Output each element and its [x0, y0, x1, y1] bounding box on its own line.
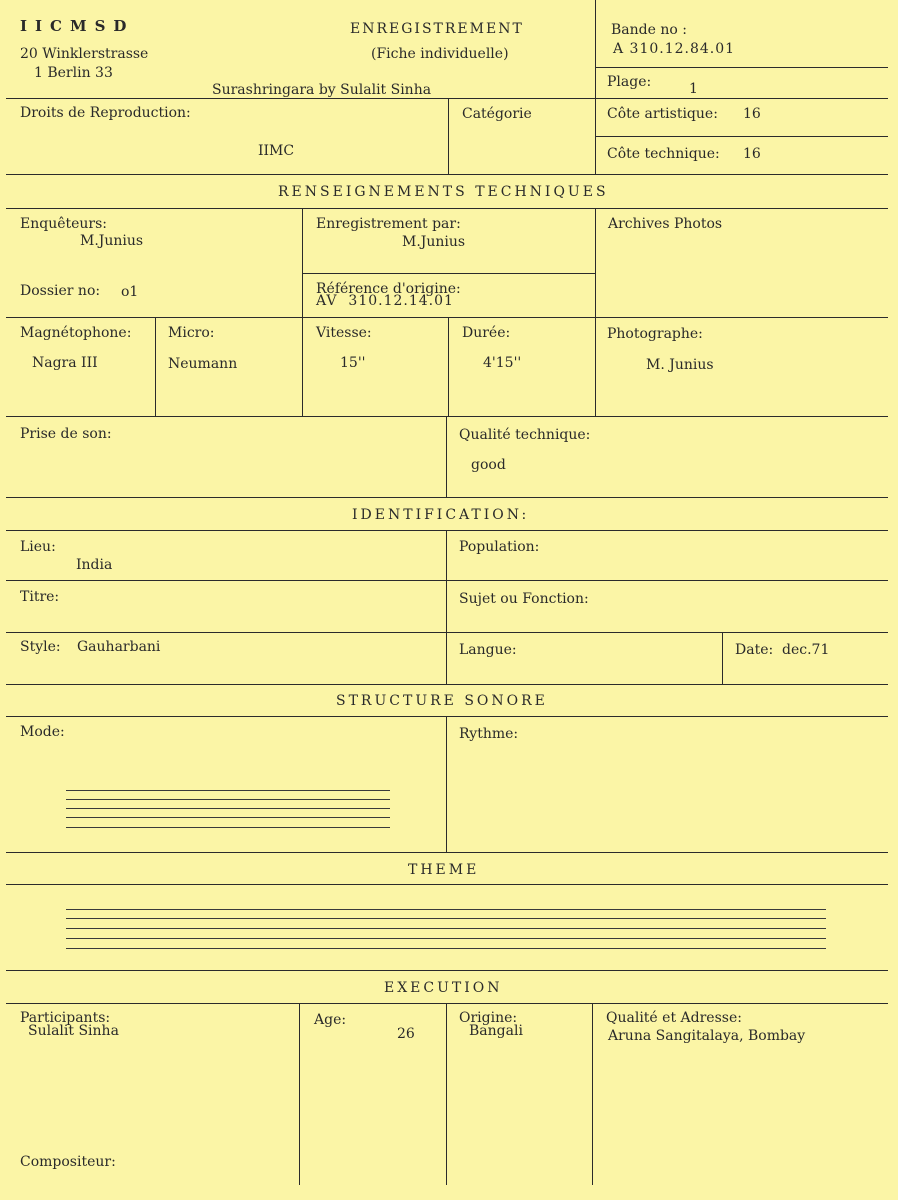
rule	[592, 1003, 593, 1185]
section-heading-technical: RENSEIGNEMENTS TECHNIQUES	[278, 184, 609, 200]
rule	[446, 530, 447, 684]
lieu-value: India	[76, 557, 113, 573]
prise-de-son-label: Prise de son:	[20, 426, 112, 442]
rule	[448, 98, 449, 174]
participants-label: Participants:	[20, 1010, 111, 1026]
photographe-value: M. Junius	[646, 357, 714, 373]
plage-value: 1	[689, 81, 698, 97]
rule	[6, 98, 888, 99]
duree-value: 4'15''	[483, 355, 522, 371]
date-label: Date:	[735, 642, 774, 658]
rule	[155, 317, 156, 416]
rythme-label: Rythme:	[459, 726, 519, 742]
address-line-1: 20 Winklerstrasse	[20, 46, 149, 62]
sujet-label: Sujet ou Fonction:	[459, 591, 589, 607]
magnetophone-value: Nagra III	[32, 355, 98, 371]
qualite-technique-value: good	[471, 457, 506, 473]
recording-title: Surashringara by Sulalit Sinha	[212, 82, 432, 98]
enregistrement-value: M.Junius	[402, 234, 466, 250]
mode-label: Mode:	[20, 724, 65, 740]
section-heading-identification: IDENTIFICATION:	[352, 507, 530, 523]
cote-technique-label: Côte technique:	[607, 146, 720, 162]
rule	[595, 0, 596, 174]
magnetophone-label: Magnétophone:	[20, 325, 132, 341]
rule	[448, 317, 449, 416]
rule	[595, 67, 888, 68]
section-heading-theme: THEME	[408, 862, 480, 878]
vitesse-label: Vitesse:	[316, 325, 372, 341]
rule	[6, 884, 888, 885]
rule	[6, 852, 888, 853]
duree-label: Durée:	[462, 325, 511, 341]
origine-label: Origine:	[459, 1010, 518, 1026]
droits-label: Droits de Reproduction:	[20, 105, 191, 121]
rule	[6, 317, 888, 318]
cote-technique-value: 16	[743, 146, 761, 162]
enqueteurs-label: Enquêteurs:	[20, 216, 108, 232]
rule	[6, 497, 888, 498]
origine-value: Bangali	[469, 1023, 523, 1039]
age-value: 26	[397, 1026, 415, 1042]
titre-label: Titre:	[20, 589, 60, 605]
lieu-label: Lieu:	[20, 539, 56, 555]
rule	[302, 208, 303, 416]
vitesse-value: 15''	[340, 355, 366, 371]
rule	[446, 416, 447, 497]
form-subtitle: (Fiche individuelle)	[371, 46, 509, 62]
qualite-adresse-label: Qualité et Adresse:	[606, 1010, 742, 1026]
dossier-value: o1	[121, 284, 139, 300]
archives-photos-label: Archives Photos	[608, 216, 723, 232]
rule	[6, 208, 888, 209]
rule	[722, 632, 723, 684]
section-heading-execution: EXECUTION	[384, 980, 503, 996]
qualite-adresse-value: Aruna Sangitalaya, Bombay	[608, 1028, 806, 1044]
bande-value: A 310.12.84.01	[613, 41, 736, 57]
population-label: Population:	[459, 539, 540, 555]
droits-value: IIMC	[258, 143, 295, 159]
plage-label: Plage:	[607, 74, 652, 90]
rule	[446, 1003, 447, 1185]
style-value: Gauharbani	[77, 639, 161, 655]
rule	[6, 970, 888, 971]
participants-value: Sulalit Sinha	[28, 1023, 119, 1039]
enregistrement-label: Enregistrement par:	[316, 216, 461, 232]
rule	[595, 136, 888, 137]
photographe-label: Photographe:	[607, 326, 703, 342]
reference-value: AV 310.12.14.01	[316, 293, 454, 309]
institution-logo: IICMSD	[20, 17, 135, 35]
langue-label: Langue:	[459, 642, 517, 658]
rule	[302, 273, 595, 274]
categorie-label: Catégorie	[462, 106, 532, 122]
section-heading-structure: STRUCTURE SONORE	[336, 693, 548, 709]
micro-label: Micro:	[168, 325, 215, 341]
address-line-2: 1 Berlin 33	[34, 65, 113, 81]
style-label: Style:	[20, 639, 61, 655]
rule	[446, 716, 447, 852]
cote-artistique-label: Côte artistique:	[607, 106, 718, 122]
rule	[6, 684, 888, 685]
form-title: ENREGISTREMENT	[350, 21, 524, 37]
rule	[595, 208, 596, 416]
cote-artistique-value: 16	[743, 106, 761, 122]
rule	[6, 174, 888, 175]
age-label: Age:	[314, 1012, 347, 1028]
reference-label: Référence d'origine:	[316, 281, 461, 297]
compositeur-label: Compositeur:	[20, 1154, 116, 1170]
date-value: dec.71	[782, 642, 830, 658]
bande-label: Bande no :	[611, 22, 687, 38]
micro-value: Neumann	[168, 356, 238, 372]
rule	[299, 1003, 300, 1185]
dossier-label: Dossier no:	[20, 283, 101, 299]
enqueteurs-value: M.Junius	[80, 233, 144, 249]
qualite-technique-label: Qualité technique:	[459, 427, 591, 443]
